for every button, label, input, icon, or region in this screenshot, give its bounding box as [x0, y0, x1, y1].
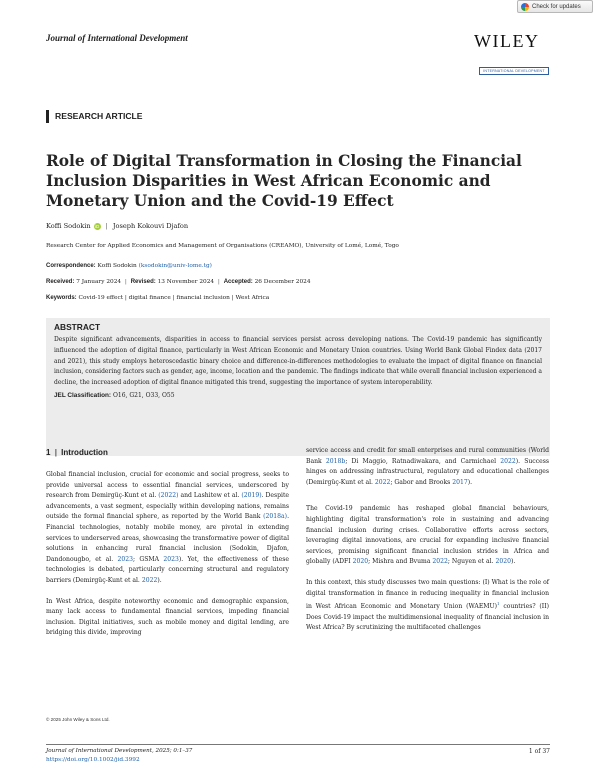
intro-paragraph-4: The Covid-19 pandemic has reshaped global financial behaviours, highlighting digital transformation's role in sustaining and advancing financial inclusion during crises. Collaborative efforts across sectors, leveraging digital innovations, are crucial for expanding inclusive financial services, promising significant financial inclusion strides in Africa and globally (ADFI 2020; Mishra and Bvuma 2022; Nguyen et al. 2020). — [306, 505, 549, 566]
citation-link[interactable]: (2018a) — [263, 513, 288, 521]
right-column — [306, 446, 549, 641]
article-title: Role of Digital Transformation in Closing the Financial Inclusion Disparities in West African Economic and Monetary Union and the Covid-19 Effect — [46, 152, 522, 210]
citation-link[interactable]: 2018b — [325, 457, 346, 465]
journal-badge: INTERNATIONAL DEVELOPMENT — [479, 67, 549, 75]
citation-link[interactable]: 2022 — [374, 478, 391, 486]
correspondence — [46, 263, 212, 269]
affiliation: Research Center for Applied Economics and Management of Organisations (CREAMO), University of Lomé, Lomé, Togo — [46, 243, 399, 249]
footer-divider — [46, 744, 550, 745]
accepted-date: 26 December 2024 — [254, 279, 311, 285]
copyright-notice: © 2025 John Wiley & Sons Ltd. — [46, 717, 110, 722]
citation-link[interactable]: (2022) — [158, 492, 179, 500]
correspondence-email-link[interactable]: (ksodokin@univ-lome.tg) — [138, 263, 212, 269]
citation-link[interactable]: 2022 — [141, 576, 158, 584]
author-first[interactable]: Koffi Sodokin — [46, 222, 91, 230]
abstract-heading: ABSTRACT — [54, 322, 101, 332]
footer-journal-info: Journal of International Development, 2025; 0:1–37 — [46, 748, 193, 754]
page-number: 1 of 37 — [528, 748, 550, 755]
author-second[interactable]: Joseph Kokouvi Djafon — [112, 222, 189, 230]
jel-classification — [54, 392, 542, 399]
keywords — [46, 295, 269, 301]
jel-codes: O16, G21, O33, O55 — [112, 391, 175, 399]
orcid-icon[interactable]: iD — [95, 223, 100, 229]
citation-link[interactable]: 2023 — [117, 555, 133, 563]
section-number: 1 — [46, 448, 51, 457]
section-heading — [46, 448, 108, 457]
keywords-label: Keywords: — [46, 295, 77, 301]
journal-name: Journal of International Development — [46, 33, 188, 43]
correspondence-name: Koffi Sodokin — [97, 263, 137, 269]
keywords-text: Covid-19 effect | digital finance | financial inclusion | West Africa — [78, 295, 270, 301]
date-separator: | — [124, 279, 127, 285]
left-column — [46, 470, 289, 646]
author-separator: | — [105, 222, 108, 230]
correspondence-label: Correspondence: — [46, 263, 96, 269]
intro-paragraph-3: service access and credit for small enterprises and rural communities (World Bank 2018b; Di Maggio, Ratnadiwakara, and Carmichael 2022). Success hinges on addressing infrastructural, regulatory and educational challenges (Demirgüç-Kunt et al. 2022; Gabor and Brooks 2017). — [306, 447, 549, 486]
citation-link[interactable]: 2017 — [452, 478, 468, 486]
intro-paragraph-1: Global financial inclusion, crucial for economic and social progress, seeks to provide universal access to essential financial services, underscored by research from Demirgüç-Kunt et al. (2022) and Lashitew et al. (2019). Despite advancements, a vast segment, especially within developing nations, remains outside the formal financial sphere, as reported by the World Bank (2018a). Financial technologies, notably mobile money, are pivotal in extending services to underserved areas, showcasing the transformative power of digital solutions in enhancing rural financial inclusion (Sodokin, Djafon, Dandonougbo, et al. 2023; GSMA 2023). Yet, the effectiveness of these technologies is debated, particularly concerning structural and regulatory barriers (Demirgüç-Kunt et al. 2022). — [46, 471, 290, 584]
article-type: RESEARCH ARTICLE — [46, 110, 143, 123]
footnote-link[interactable]: 1 — [497, 601, 500, 607]
doi-link[interactable]: https://doi.org/10.1002/jid.3992 — [46, 757, 140, 763]
check-for-updates-label: Check for updates — [532, 3, 581, 10]
intro-paragraph-5: In this context, this study discusses two main questions: (I) What is the role of digital transformation in finance in reducing inequality in financial inclusion in West African Economic and Monetary Union (WAEMU)$^1$ countries? (II) Does Covid-19 impact the multidimensional inequality of financial inclusion in West Africa? By scrutinizing the multifaceted challenges — [306, 578, 549, 632]
received-label: Received: — [46, 279, 75, 285]
abstract-body: Despite significant advancements, disparities in access to financial services persist across developing nations. The Covid-19 pandemic has significantly influenced the adoption of digital finance, particularly in West African Economic and Monetary Union countries. Using World Bank Global Findex data (2017 and 2021), this study employs heteroscedastic binary choice and difference-in-differences methodologies to evaluate the impact of digital finance on financial inclusion, considering factors such as gender, age, income, location and the pandemic. The findings indicate that while overall financial inclusion experienced a decline, the increased adoption of digital finance mitigated this trend, suggesting the importance of system interoperability. — [54, 336, 542, 387]
check-for-updates-button[interactable] — [517, 0, 593, 13]
citation-link[interactable]: 2022 — [432, 558, 448, 566]
crossmark-icon — [521, 3, 529, 11]
intro-paragraph-2: In West Africa, despite noteworthy economic and demographic expansion, many lack access to fundamental financial services, impeding financial inclusion. Digital initiatives, such as mobile money and digital lending, are bridging this divide, improving — [46, 597, 289, 637]
citation-link[interactable]: 2020 — [352, 558, 369, 566]
received-date: 7 January 2024 — [76, 279, 122, 285]
section-title: Introduction — [61, 448, 108, 457]
revised-label: Revised: — [130, 279, 156, 285]
article-dates — [46, 279, 311, 285]
jel-label: JEL Classification: — [54, 391, 112, 399]
revised-date: 13 November 2024 — [157, 279, 215, 285]
citation-link[interactable]: 2020 — [495, 558, 511, 566]
accepted-label: Accepted: — [223, 279, 253, 285]
publisher-logo[interactable]: WILEY — [474, 31, 540, 51]
citation-link[interactable]: 2022 — [500, 457, 516, 465]
citation-link[interactable]: (2019) — [241, 492, 262, 500]
author-list — [46, 222, 188, 230]
section-separator: | — [54, 448, 57, 457]
abstract-box — [46, 318, 550, 456]
date-separator: | — [217, 279, 220, 285]
citation-link[interactable]: 2023 — [163, 555, 179, 563]
